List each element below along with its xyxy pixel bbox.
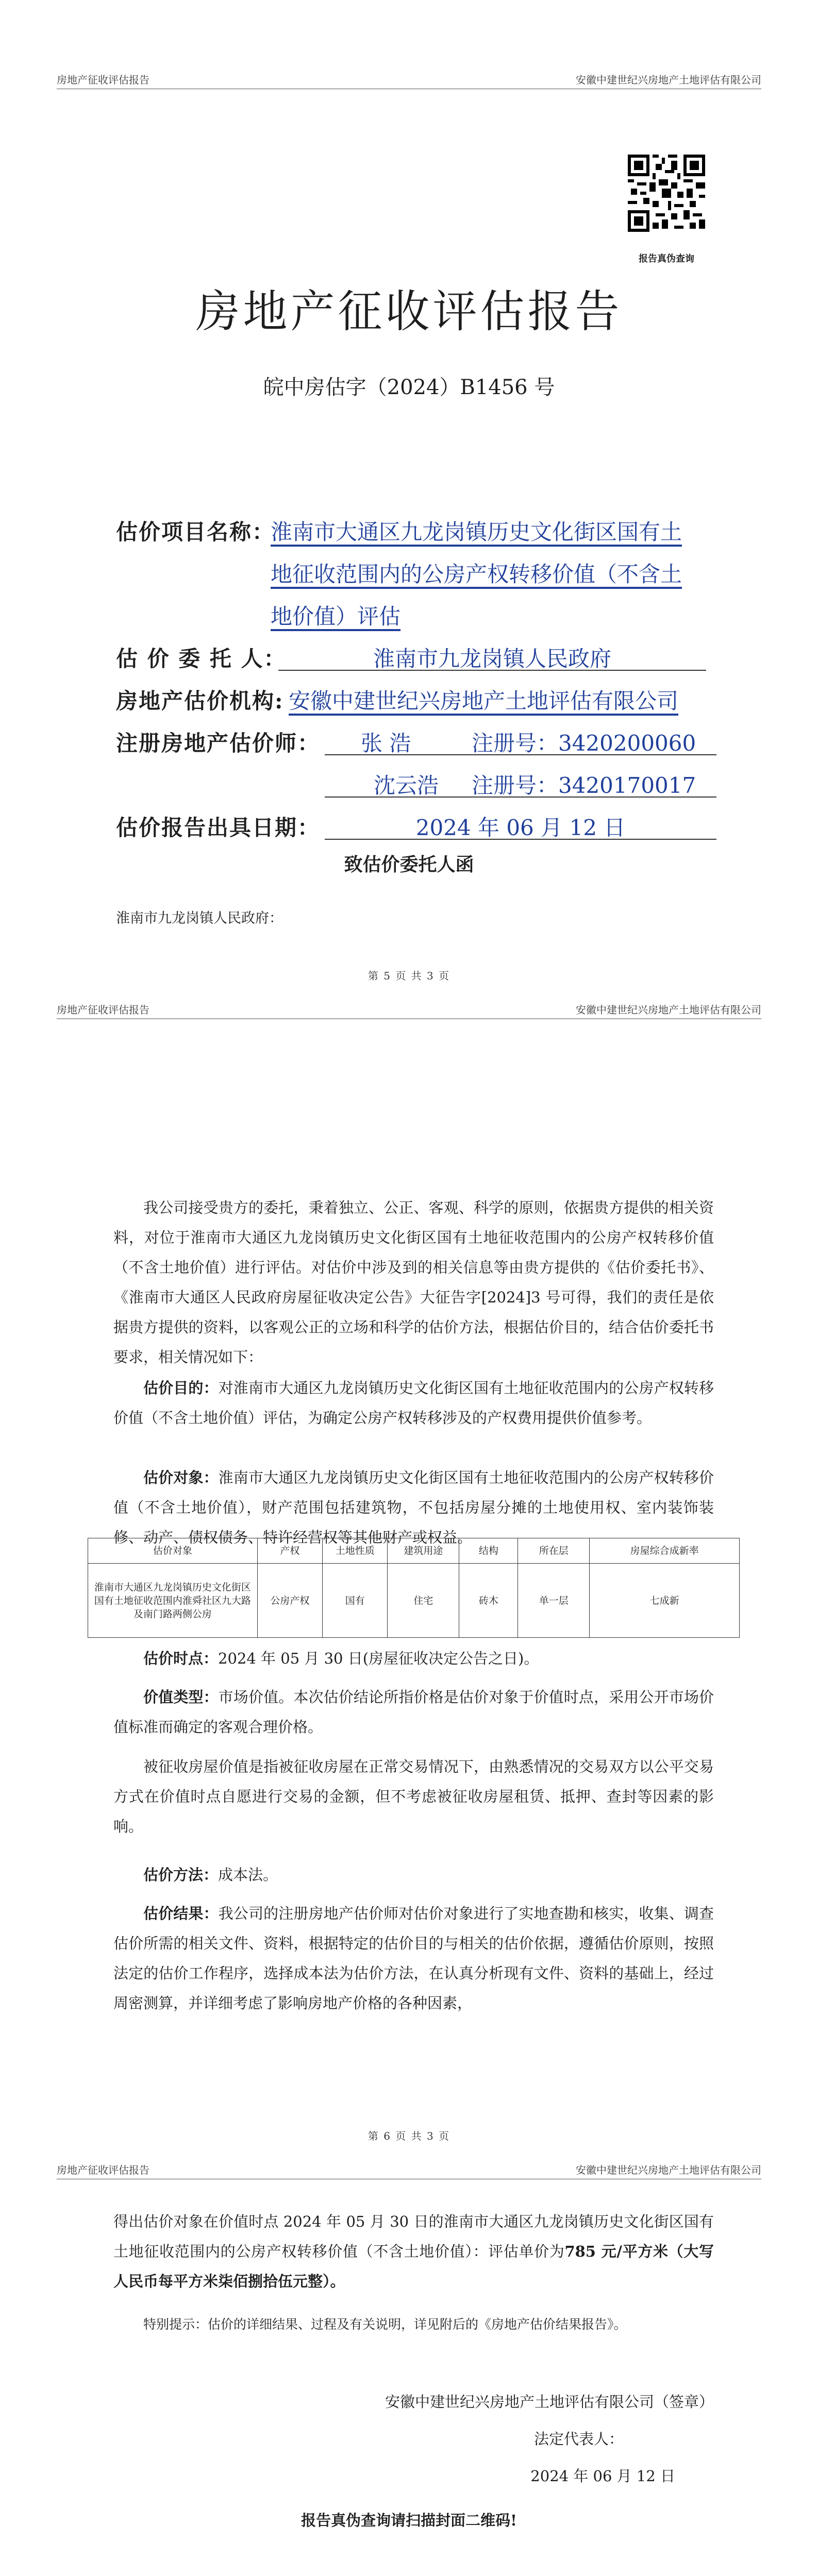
project-name-line3: 地价值）评估: [271, 604, 401, 629]
method-paragraph: [113, 1860, 714, 1890]
intro-paragraph: 我公司接受贵方的委托，秉着独立、公正、客观、科学的原则，依据贵方提供的相关资料，对位于淮南市大通区九龙岗镇历史文化街区国有土地征收范围内的公房产权转移价值（不含土地价值）进行评估。对估价中涉及到的相关信息等由贵方提供的《估价委托书》、《淮南市大通区人民政府房屋征收决定公告》大征告字[2024]3 号可得，我们的责任是依据贵方提供的资料，以客观公正的立场和科学的估价方法，根据估价目的，结合估价委托书要求，相关情况如下：: [113, 1199, 714, 1366]
table-header-cell: 产权: [257, 1538, 322, 1564]
agency-label: 房地产估价机构:: [116, 688, 284, 714]
object-label: 估价对象：: [143, 1469, 219, 1486]
table-header-cell: 建筑用途: [388, 1538, 459, 1564]
project-name-label: 估价项目名称：: [116, 519, 275, 545]
result-label: 估价结果：: [143, 1905, 219, 1922]
report-title: 房地产征收评估报告: [195, 286, 623, 337]
page1-number: 第 5 页 共 3 页: [368, 970, 450, 982]
conclusion-price: 785 元/平方米（大写人民币每平方米柒佰捌拾伍元整）。: [113, 2243, 714, 2290]
page1-header-right: 安徽中建世纪兴房地产土地评估有限公司: [576, 74, 761, 86]
time-label: 估价时点：: [143, 1650, 219, 1667]
table-header-cell: 估价对象: [88, 1538, 258, 1564]
value-type-text: 市场价值。本次估价结论所指价格是估价对象于价值时点，采用公开市场价值标准而确定的客观合理价格。: [113, 1688, 714, 1736]
conclusion-paragraph: [113, 2207, 714, 2296]
purpose-label: 估价目的：: [143, 1379, 219, 1397]
letter-title: 致估价委托人函: [344, 854, 474, 875]
time-paragraph: [113, 1643, 714, 1673]
table-cell: 七成新: [590, 1564, 740, 1638]
value-type-paragraph: [113, 1682, 714, 1742]
result-text: 我公司的注册房地产估价师对估价对象进行了实地查勘和核实，收集、调查估价所需的相关文件、资料，根据特定的估价目的与相关的估价依据，遵循估价原则，按照法定的估价工作程序，选择成本法为估价方法，在认真分析现有文件、资料的基础上，经过周密测算，并详细考虑了影响房地产价格的各种因素，: [113, 1905, 714, 2012]
object-text: 淮南市大通区九龙岗镇历史文化街区国有土地征收范围内的公房产权转移价值（不含土地价值），财产范围包括建筑物，不包括房屋分摊的土地使用权、室内装饰装修、动产、债权债务、特许经营权等其他财产或权益。: [113, 1469, 714, 1546]
table-header-cell: 结构: [459, 1538, 518, 1564]
project-name-line1: 淮南市大通区九龙岗镇历史文化街区国有土: [271, 519, 682, 545]
appraiser2-name: 沈云浩: [374, 773, 439, 798]
page3-header-right: 安徽中建世纪兴房地产土地评估有限公司: [576, 2164, 761, 2176]
table-cell: 砖木: [459, 1564, 518, 1638]
estimation-object-table: [88, 1538, 740, 1638]
agency-value: 安徽中建世纪兴房地产土地评估有限公司: [289, 688, 679, 714]
value-type-paragraph-2: 被征收房屋价值是指被征收房屋在正常交易情况下，由熟悉情况的交易双方以公平交易方式在价值时点自愿进行交易的金额，但不考虑被征收房屋租赁、抵押、查封等因素的影响。: [113, 1758, 714, 1835]
client-label: 估 价 委 托 人：: [116, 646, 287, 671]
table-header-row: [88, 1538, 740, 1564]
appraiser1-reg: 注册号：3420200060: [472, 731, 696, 756]
qr-code: [628, 155, 705, 232]
page2-number: 第 6 页 共 3 页: [368, 2130, 450, 2142]
table-cell: 淮南市大通区九龙岗镇历史文化街区国有土地征收范围内淮舜社区九大路及南门路两侧公房: [88, 1564, 258, 1638]
table-cell: 单一层: [518, 1564, 590, 1638]
table-cell: 住宅: [388, 1564, 459, 1638]
signature-date: 2024 年 06 月 12 日: [530, 2467, 675, 2485]
qr-verify-notice: 报告真伪查询请扫描封面二维码!: [301, 2512, 517, 2529]
project-name-line2: 地征收范围内的公房产权转移价值（不含土: [271, 562, 682, 587]
client-underline: [278, 670, 706, 671]
purpose-text: 对淮南市大通区九龙岗镇历史文化街区国有土地征收范围内的公房产权转移价值（不含土地价值）评估，为确定公房产权转移涉及的产权费用提供价值参考。: [113, 1379, 714, 1427]
issue-date-label: 估价报告出具日期：: [116, 815, 321, 840]
table-cell: 国有: [323, 1564, 388, 1638]
page2-header-left: 房地产征收评估报告: [57, 1004, 149, 1016]
appraiser-label: 注册房地产估价师：: [116, 731, 321, 756]
page1-header-left: 房地产征收评估报告: [57, 74, 149, 86]
appraiser1-underline: [325, 754, 716, 755]
legal-representative: 法定代表人：: [533, 2430, 624, 2448]
appraiser2-underline: [325, 796, 716, 798]
result-paragraph: [113, 1899, 714, 2018]
appraiser1-name: 张 浩: [361, 731, 411, 756]
special-note: 特别提示：估价的详细结果、过程及有关说明，详见附后的《房地产估价结果报告》。: [143, 2317, 627, 2332]
method-text: 成本法。: [218, 1866, 278, 1884]
issue-date-underline: [325, 839, 716, 840]
table-cell: 公房产权: [257, 1564, 322, 1638]
issue-date-value: 2024 年 06 月 12 日: [415, 815, 626, 840]
purpose-paragraph: [113, 1373, 714, 1433]
appraiser2-reg: 注册号：3420170017: [472, 773, 696, 798]
table-row: [88, 1564, 740, 1638]
client-value: 淮南市九龙岗镇人民政府: [373, 646, 611, 671]
addressee: 淮南市九龙岗镇人民政府：: [116, 910, 283, 926]
qr-caption: 报告真伪查询: [639, 253, 694, 264]
page2-header-right: 安徽中建世纪兴房地产土地评估有限公司: [576, 1004, 761, 1016]
conclusion-text: 得出估价对象在价值时点 2024 年 05 月 30 日的淮南市大通区九龙岗镇历史文化街区国有土地征收范围内的公房产权转移价值（不含土地价值）：评估单价为: [113, 2213, 714, 2260]
time-text: 2024 年 05 月 30 日(房屋征收决定公告之日)。: [218, 1650, 539, 1667]
company-signature: 安徽中建世纪兴房地产土地评估有限公司（签章）: [385, 2393, 714, 2411]
table-header-cell: 土地性质: [323, 1538, 388, 1564]
document-number: 皖中房估字（2024）B1456 号: [263, 376, 555, 399]
table-header-cell: 所在层: [518, 1538, 590, 1564]
method-label: 估价方法：: [143, 1866, 219, 1884]
page3-header-left: 房地产征收评估报告: [57, 2164, 149, 2176]
value-type-label: 价值类型：: [143, 1688, 219, 1706]
table-header-cell: 房屋综合成新率: [590, 1538, 740, 1564]
